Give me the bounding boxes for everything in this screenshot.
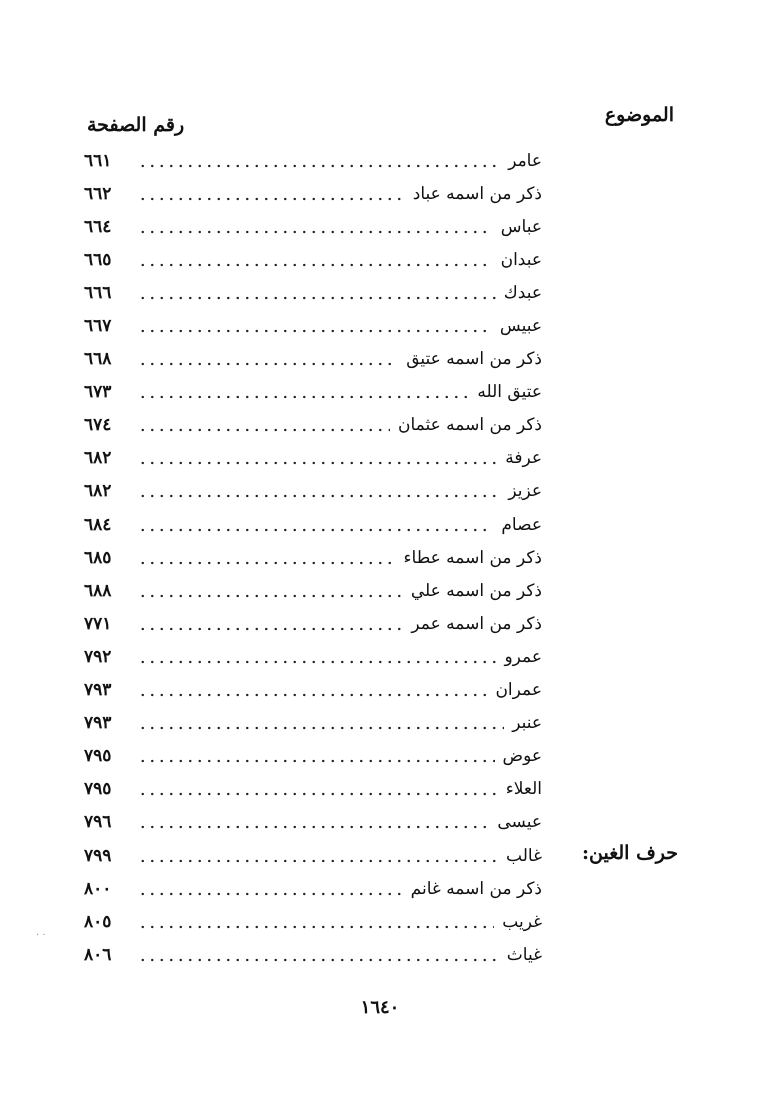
toc-page-number: ٦٦٢ xyxy=(84,183,112,204)
toc-row xyxy=(84,574,542,607)
toc-row xyxy=(84,872,542,905)
toc-row xyxy=(84,343,542,376)
toc-page-number: ٦٨٨ xyxy=(84,580,112,601)
toc-topic: غريب xyxy=(502,911,542,932)
toc-row xyxy=(84,806,542,839)
toc-topic: ذكر من اسمه عثمان xyxy=(398,415,542,436)
toc-page-number: ٦٨٢ xyxy=(84,448,112,469)
dot-leader xyxy=(138,954,499,966)
toc-topic: عنبر xyxy=(512,713,542,734)
toc-topic: عصام xyxy=(501,514,542,535)
toc-row xyxy=(84,243,542,276)
toc-page-number: ٧٩٥ xyxy=(84,779,112,800)
dot-leader xyxy=(138,821,489,833)
toc-page-number: ٦٨٥ xyxy=(84,547,112,568)
toc-row xyxy=(84,309,542,342)
dot-leader xyxy=(138,424,390,436)
toc-topic: عبيس xyxy=(499,316,542,337)
page-column-header: رقم الصفحة xyxy=(87,114,185,136)
toc-topic: عرفة xyxy=(505,448,542,469)
toc-topic: ذكر من اسمه عباد xyxy=(412,183,542,204)
toc-row xyxy=(84,607,542,640)
toc-page-number: ٨٠٦ xyxy=(84,944,112,965)
toc-topic: عبدك xyxy=(503,282,542,303)
toc-row xyxy=(84,177,542,210)
toc-page-number: ٨٠٠ xyxy=(84,878,112,899)
dot-leader xyxy=(138,656,496,668)
dot-leader xyxy=(138,292,496,304)
toc-page-number: ٧٩٣ xyxy=(84,713,112,734)
toc-topic: عمرو xyxy=(504,646,542,667)
dot-leader xyxy=(138,689,487,701)
dot-leader xyxy=(138,391,469,403)
dot-leader xyxy=(138,524,493,536)
toc-topic: غياث xyxy=(506,944,542,965)
margin-mark: · · xyxy=(36,930,46,941)
toc-page-number: ٦٦٤ xyxy=(84,216,112,237)
toc-page-number: ٧٩٦ xyxy=(84,812,112,833)
toc-page-number: ٦٧٤ xyxy=(84,415,112,436)
toc-row xyxy=(84,541,542,574)
dot-leader xyxy=(138,855,498,867)
dot-leader xyxy=(138,457,497,469)
toc-row xyxy=(84,905,542,938)
toc-topic: عيسى xyxy=(497,812,542,833)
section-heading-ghain: حرف الغين: xyxy=(582,842,678,864)
toc-row xyxy=(84,740,542,773)
toc-topic: غالب xyxy=(506,845,542,866)
toc-topic: عزيز xyxy=(508,481,542,502)
toc-page-number: ٧٧١ xyxy=(84,613,112,634)
toc-row xyxy=(84,640,542,673)
toc-page-number: ٧٩٥ xyxy=(84,746,112,767)
toc-page-number: ٧٩٣ xyxy=(84,680,112,701)
toc-row xyxy=(84,773,542,806)
toc-topic: عتيق الله xyxy=(477,382,542,403)
table-of-contents xyxy=(84,144,542,971)
toc-page-number: ٨٠٥ xyxy=(84,911,112,932)
toc-topic: ذكر من اسمه عطاء xyxy=(403,547,542,568)
toc-topic: ذكر من اسمه علي xyxy=(410,580,542,601)
toc-page-number: ٦٨٤ xyxy=(84,514,112,535)
dot-leader xyxy=(138,358,398,370)
toc-row xyxy=(84,144,542,177)
topic-column-header: الموضوع xyxy=(604,104,674,126)
toc-page-number: ٧٩٩ xyxy=(84,845,112,866)
toc-page-number: ٦٦٧ xyxy=(84,316,112,337)
toc-row xyxy=(84,210,542,243)
page-number: ١٦٤٠ xyxy=(360,997,400,1018)
dot-leader xyxy=(138,623,403,635)
toc-row xyxy=(84,475,542,508)
toc-row xyxy=(84,508,542,541)
toc-row xyxy=(84,409,542,442)
dot-leader xyxy=(138,193,405,205)
dot-leader xyxy=(138,557,396,569)
dot-leader xyxy=(138,590,403,602)
toc-row xyxy=(84,674,542,707)
toc-topic: ذكر من اسمه عمر xyxy=(411,613,542,634)
toc-row xyxy=(84,276,542,309)
dot-leader xyxy=(138,921,494,933)
toc-page-number: ٦٦٦ xyxy=(84,282,112,303)
toc-topic: عوض xyxy=(502,746,542,767)
dot-leader xyxy=(138,226,493,238)
toc-row xyxy=(84,442,542,475)
toc-page-number: ٦٧٣ xyxy=(84,382,112,403)
toc-topic: ذكر من اسمه عتيق xyxy=(406,349,542,370)
toc-row xyxy=(84,376,542,409)
dot-leader xyxy=(138,888,403,900)
toc-row xyxy=(84,707,542,740)
dot-leader xyxy=(138,325,492,337)
toc-page-number: ٧٩٢ xyxy=(84,646,112,667)
toc-topic: العلاء xyxy=(505,779,542,800)
toc-page-number: ٦٨٢ xyxy=(84,481,112,502)
dot-leader xyxy=(138,259,493,271)
dot-leader xyxy=(138,490,500,502)
toc-row xyxy=(84,938,542,971)
toc-page-number: ٦٦٥ xyxy=(84,249,112,270)
dot-leader xyxy=(138,160,500,172)
dot-leader xyxy=(138,755,495,767)
toc-topic: عباس xyxy=(500,216,542,237)
toc-page-number: ٦٦٨ xyxy=(84,349,112,370)
toc-topic: عمران xyxy=(495,680,542,701)
toc-row xyxy=(84,839,542,872)
dot-leader xyxy=(138,722,504,734)
dot-leader xyxy=(138,788,498,800)
toc-page-number: ٦٦١ xyxy=(84,150,112,171)
toc-topic: عامر xyxy=(508,150,542,171)
toc-topic: عبدان xyxy=(500,249,542,270)
toc-topic: ذكر من اسمه غانم xyxy=(410,878,542,899)
